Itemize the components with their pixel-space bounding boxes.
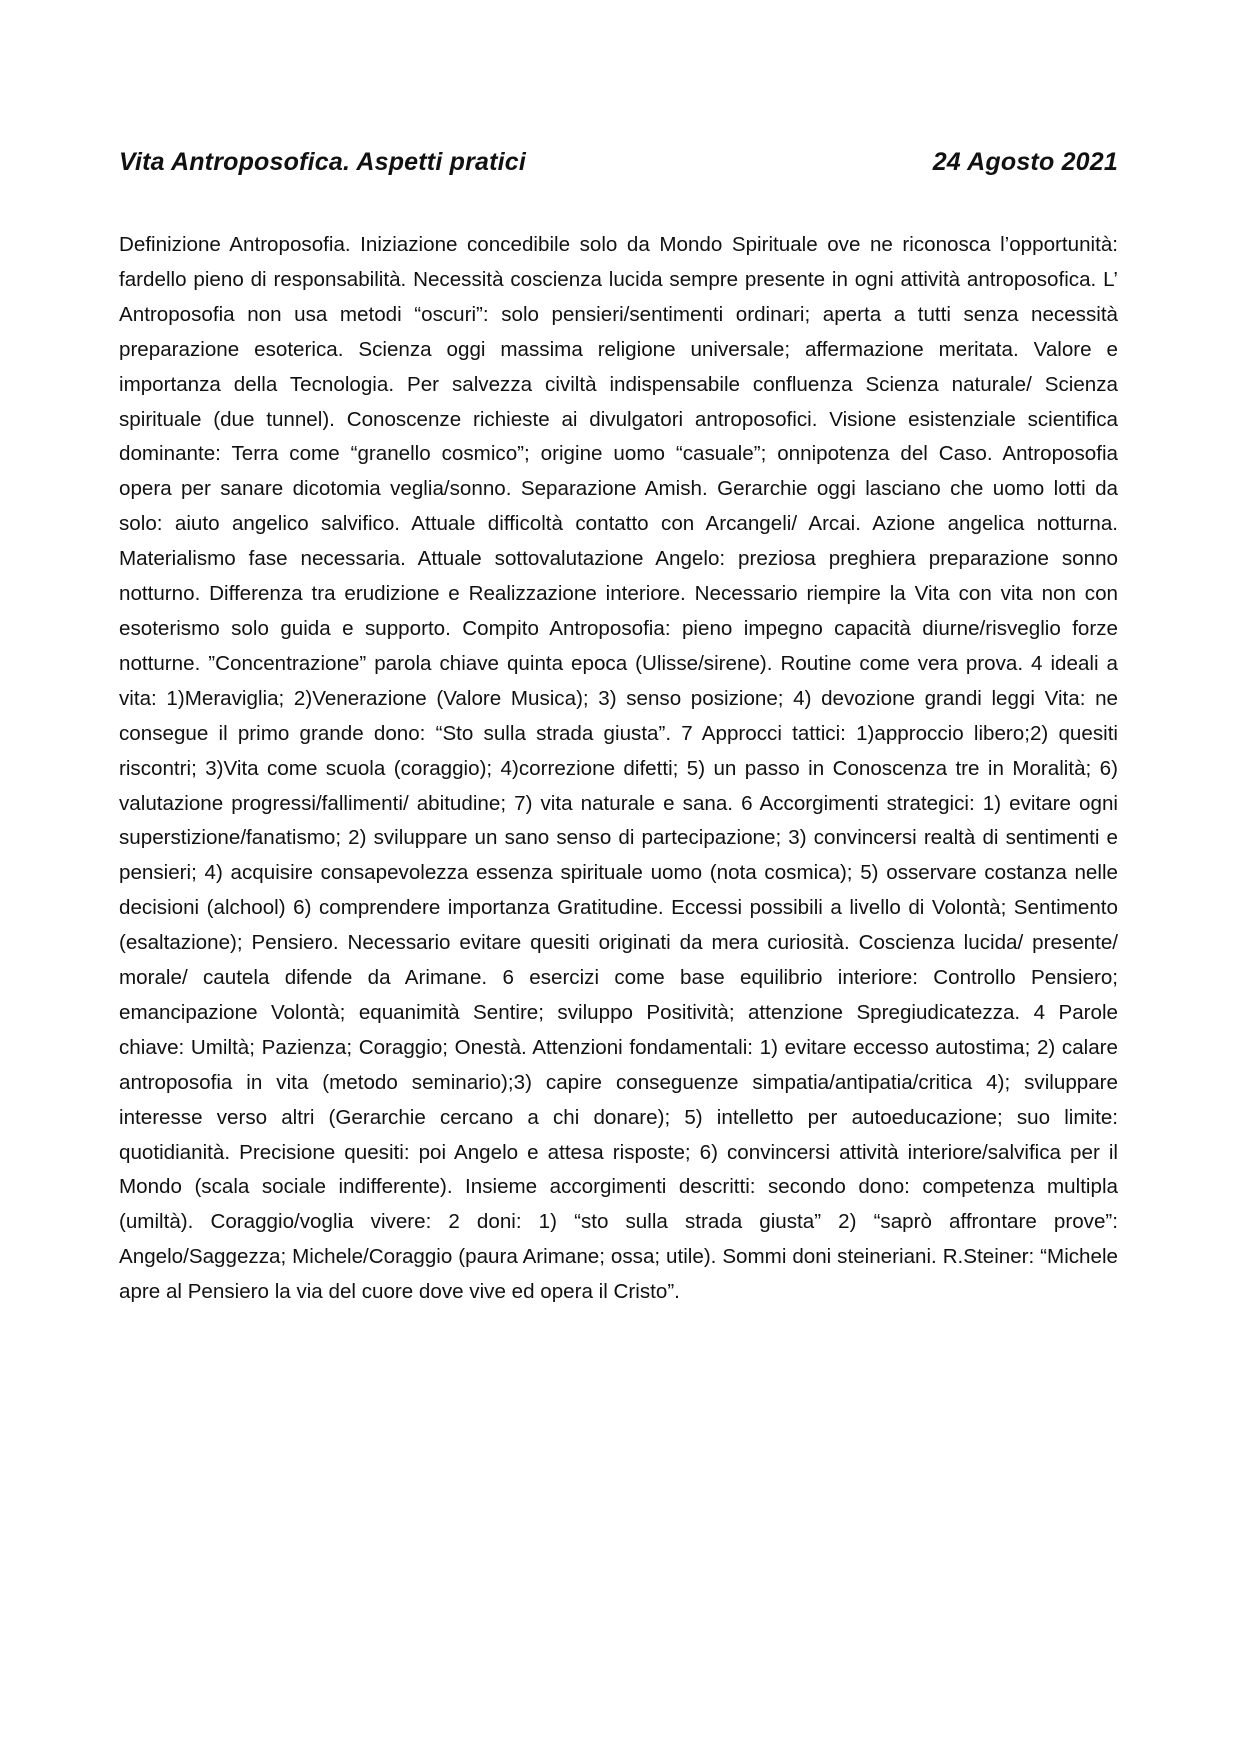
document-title: Vita Antroposofica. Aspetti pratici (119, 148, 527, 176)
document-date: 24 Agosto 2021 (932, 148, 1118, 176)
document-body-paragraph: Definizione Antroposofia. Iniziazione concedibile solo da Mondo Spirituale ove ne riconosca l’opportunità: fardello pieno di responsabilità. Necessità coscienza lucida sempre presente in ogni attività antroposofica. L’ Antroposofia non usa metodi “oscuri”: solo pensieri/sentimenti ordinari; aperta a tutti senza necessità preparazione esoterica. Scienza oggi massima religione universale; affermazione meritata. Valore e importanza della Tecnologia. Per salvezza civiltà indispensabile confluenza Scienza naturale/ Scienza spirituale (due tunnel). Conoscenze richieste ai divulgatori antroposofici. Visione esistenziale scientifica dominante: Terra come “granello cosmico”; origine uomo “casuale”; onnipotenza del Caso. Antroposofia opera per sanare dicotomia veglia/sonno. Separazione Amish. Gerarchie oggi lasciano che uomo lotti da solo: aiuto angelico salvifico. Attuale difficoltà contatto con Arcangeli/ Arcai. Azione angelica notturna. Materialismo fase necessaria. Attuale sottovalutazione Angelo: preziosa preghiera preparazione sonno notturno. Differenza tra erudizione e Realizzazione interiore. Necessario riempire la Vita con vita non con esoterismo solo guida e supporto. Compito Antroposofia: pieno impegno capacità diurne/risveglio forze notturne. ”Concentrazione” parola chiave quinta epoca (Ulisse/sirene). Routine come vera prova. 4 ideali a vita: 1)Meraviglia; 2)Venerazione (Valore Musica); 3) senso posizione; 4) devozione grandi leggi Vita: ne consegue il primo grande dono: “Sto sulla strada giusta”. 7 Approcci tattici: 1)approccio libero;2) quesiti riscontri; 3)Vita come scuola (coraggio); 4)correzione difetti; 5) un passo in Conoscenza tre in Moralità; 6) valutazione progressi/fallimenti/ abitudine; 7) vita naturale e sana. 6 Accorgimenti strategici: 1) evitare ogni superstizione/fanatismo; 2) sviluppare un sano senso di partecipazione; 3) convincersi realtà di sentimenti e pensieri; 4) acquisire consapevolezza essenza spirituale uomo (nota cosmica); 5) osservare costanza nelle decisioni (alchool) 6) comprendere importanza Gratitudine. Eccessi possibili a livello di Volontà; Sentimento (esaltazione); Pensiero. Necessario evitare quesiti originati da mera curiosità. Coscienza lucida/ presente/ morale/ cautela difende da Arimane. 6 esercizi come base equilibrio interiore: Controllo Pensiero; emancipazione Volontà; equanimità Sentire; sviluppo Positività; attenzione Spregiudicatezza. 4 Parole chiave: Umiltà; Pazienza; Coraggio; Onestà. Attenzioni fondamentali: 1) evitare eccesso autostima; 2) calare antroposofia in vita (metodo seminario);3) capire conseguenze simpatia/antipatia/critica 4); sviluppare interesse verso altri (Gerarchie cercano a chi donare); 5) intelletto per autoeducazione; suo limite: quotidianità. Precisione quesiti: poi Angelo e attesa risposte; 6) convincersi attività interiore/salvifica per il Mondo (scala sociale indifferente). Insieme accorgimenti descritti: secondo dono: competenza multipla (umiltà). Coraggio/voglia vivere: 2 doni: 1) “sto sulla strada giusta” 2) “saprò affrontare prove”: Angelo/Saggezza; Michele/Coraggio (paura Arimane; ossa; utile). Sommi doni steineriani. R.Steiner: “Michele apre al Pensiero la via del cuore dove vive ed opera il Cristo”. (119, 233, 1118, 1304)
document-header (119, 148, 1118, 177)
